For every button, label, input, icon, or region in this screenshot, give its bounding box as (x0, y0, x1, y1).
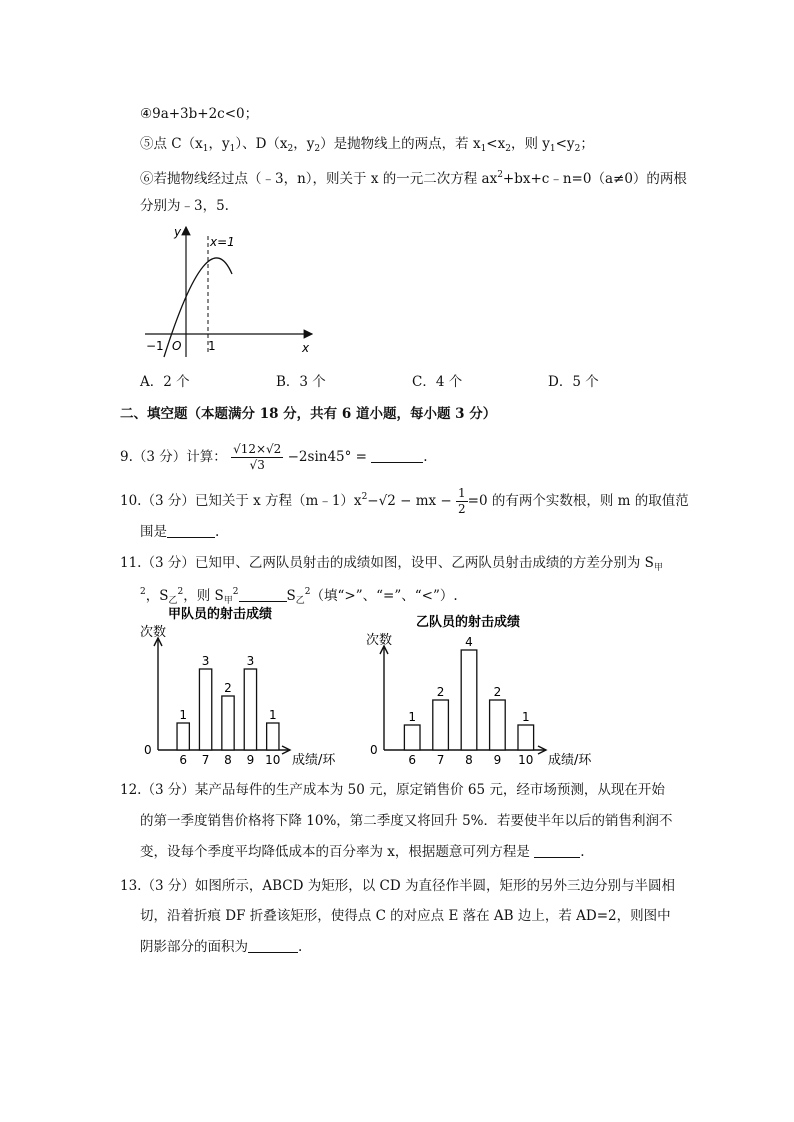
chart-tick-label: 7 (436, 753, 445, 767)
chart-title: 乙队员的射击成绩 (416, 615, 521, 630)
chart-bar-label: 1 (521, 710, 530, 724)
q10-text-c: =0 的有两个实数根，则 m 的取值范 (467, 493, 689, 509)
item-6-line1: ⑥若抛物线经过点（﹣3，n），则关于 x 的一元二次方程 $ax^2+bx+c﹣n=0(a\ne 0)$的两根 (140, 170, 687, 187)
chart-xlabel: 成绩/环 (292, 753, 336, 768)
q9-fraction (231, 442, 283, 473)
item-5-i: <y (555, 136, 575, 152)
chart-bar (244, 669, 256, 750)
item-5: ⑤点 $C(x_1$，$y_1$）、$D(x_2$，$y_2$）是抛物线上的两点，若 $x_1<x_2$，则 $y_1<y_2$； (140, 136, 594, 154)
q11-sub-jia-2: 甲 (223, 596, 233, 606)
chart-bar (199, 669, 211, 750)
chart-bar-label: 2 (224, 681, 232, 695)
q12-line1: 12.（3 分）某产品每件的生产成本为 50 元，原定销售价 65 元，经市场预测，从现在开始 (120, 782, 665, 798)
chart-tick-label: 8 (465, 753, 473, 767)
chart-ylabel: 次数 (140, 625, 167, 640)
q10-text-e: . (215, 524, 220, 540)
neg-one-label: −1 (146, 339, 164, 353)
q9-blank[interactable] (371, 448, 423, 463)
item-6-text-b: +bx+c﹣n=0（a≠0）的两根 (502, 171, 687, 187)
chart-bar (490, 700, 506, 750)
q11-blank[interactable] (239, 587, 287, 602)
q11-text-e: （填“>”、“=”、“<”）. (310, 588, 458, 604)
chart-bar-label: 1 (268, 708, 277, 722)
q13-line1: 13.（3 分）如图所示，ABCD 为矩形，以 CD 为直径作半圆，矩形的另外三边分别与半圆相 (120, 878, 675, 894)
chart-bar-label: 3 (246, 654, 255, 668)
chart-bar (404, 725, 420, 750)
q13-text-a: 阴影部分的面积为 (140, 939, 248, 955)
chart-tick-label: 7 (201, 753, 210, 767)
q11-text-b: ，S (145, 588, 169, 604)
q10-half-den: 2 (458, 502, 466, 516)
chart-ylabel: 次数 (366, 633, 393, 648)
item-5-b: C（x (171, 136, 203, 152)
q9-rest: −2sin45° = (287, 449, 367, 465)
q9 (120, 440, 428, 474)
chart-bar (267, 723, 279, 750)
one-label: 1 (208, 339, 216, 353)
q10-sqrt: −√2 − mx − (367, 493, 452, 509)
choice-d: D．5 个 (548, 374, 599, 390)
q10-half-num: 1 (458, 486, 466, 500)
chart-bar-label: 3 (201, 654, 210, 668)
q10-text-a: 10.（3 分）已知关于 x 方程（m﹣1）x (120, 493, 362, 509)
chart-tick-label: 9 (246, 753, 255, 767)
chart-title: 甲队员的射击成绩 (168, 607, 273, 622)
chart-bar (518, 725, 534, 750)
q11-text-c: ，则 S (183, 588, 224, 604)
item-5-e: ，y (293, 136, 315, 152)
item-5-h: ，则 y (510, 136, 550, 152)
item-5-j: ； (580, 136, 594, 152)
q11-line1 (120, 553, 663, 578)
q11-line2: $^2$，$S_乙^2$，则 $S_甲^2$ $S_乙^2$（填“>”、“=”、“<”）. (140, 587, 458, 606)
q10-line2 (140, 522, 219, 542)
q12-text-b: . (580, 844, 585, 860)
item-5-c: ，y (208, 136, 230, 152)
chart-tick-label: 9 (493, 753, 502, 767)
chart-bar (177, 723, 189, 750)
chart-jia (140, 604, 350, 774)
chart-yi (366, 612, 606, 774)
q12-text-a: 变，设每个季度平均降低成本的百分率为 x，根据题意可列方程是 (140, 844, 530, 860)
q11-sub-jia: 甲 (653, 563, 663, 573)
q12-blank[interactable] (534, 843, 580, 858)
q9-prefix: 9.（3 分）计算： (120, 449, 227, 465)
chart-bar (433, 700, 449, 750)
q9-numerator: √12×√2 (233, 442, 282, 456)
chart-bar (461, 650, 477, 750)
x-axis-label: x (302, 341, 310, 355)
item-5-a: ⑤点 (140, 136, 167, 152)
chart-bar (222, 696, 234, 750)
q10-text-d: 围是 (140, 524, 167, 540)
item-5-d: ）、D（x (235, 136, 288, 152)
item-6-text-a: ⑥若抛物线经过点（﹣3，n），则关于 x 的一元二次方程 ax (140, 171, 498, 187)
q10-blank[interactable] (167, 523, 215, 538)
chart-origin: 0 (144, 743, 152, 757)
symmetry-label: x=1 (210, 235, 235, 249)
q11-text-a: 11.（3 分）已知甲、乙两队员射击的成绩如图，设甲、乙两队员射击成绩的方差分别为 S (120, 555, 654, 571)
chart-tick-label: 10 (265, 753, 281, 767)
q13-line2: 切，沿着折痕 DF 折叠该矩形，使得点 C 的对应点 E 落在 AB 边上，若 AD=2，则图中 (140, 908, 671, 924)
choice-a: A．2 个 (140, 374, 190, 390)
chart-bar-label: 2 (436, 685, 445, 699)
q9-denominator: √3 (249, 458, 265, 472)
q11-sub-yi-2: 乙 (295, 596, 305, 606)
q11-sub-yi-1: 乙 (168, 596, 178, 606)
chart-tick-label: 6 (179, 753, 188, 767)
chart-xlabel: 成绩/环 (548, 753, 592, 768)
q13-blank[interactable] (248, 938, 298, 953)
item-5-f: ）是抛物线上的两点，若 x (320, 136, 481, 152)
item-5-g: <x (486, 136, 506, 152)
q13-text-b: . (298, 939, 303, 955)
chart-origin: 0 (370, 743, 378, 757)
y-axis-label: y (174, 225, 182, 239)
chart-tick-label: 8 (224, 753, 232, 767)
chart-tick-label: 10 (518, 753, 534, 767)
item-6-line2: 分别为﹣3，5. (140, 198, 229, 214)
q12-line3 (140, 842, 585, 862)
choice-c: C．4 个 (412, 374, 463, 390)
q13-line3 (140, 937, 302, 957)
q9-end: . (423, 449, 428, 465)
chart-bar-label: 1 (408, 710, 417, 724)
chart-bar-label: 2 (493, 685, 502, 699)
chart-bar-label: 1 (179, 708, 188, 722)
item-4: ④9a+3b+2c<0； (140, 106, 259, 122)
parabola-graph (140, 222, 320, 362)
choice-b: B．3 个 (276, 374, 326, 390)
q10-half (456, 486, 468, 517)
q10-line1: 10.（3 分）已知关于 x 方程$(m﹣1)x^2-√2$ − mx − $\frac{1}{2}$ =0 的有两个实数根，则 m 的取值范 (120, 486, 689, 516)
q12-line2: 的第一季度销售价格将下降 10%，第二季度又将回升 5%．若要使半年以后的销售利润不 (140, 813, 673, 829)
chart-bar-label: 4 (465, 635, 473, 649)
chart-tick-label: 6 (408, 753, 417, 767)
origin-label: O (172, 339, 182, 353)
q11-text-d: S (286, 588, 296, 604)
section-2-heading: 二、填空题（本题满分 18 分，共有 6 道小题，每小题 3 分） (120, 406, 497, 422)
